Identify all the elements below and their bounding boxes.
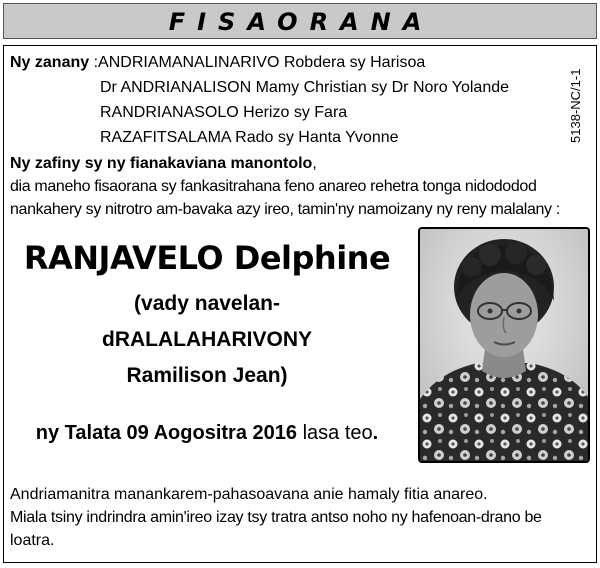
grandchildren-line bbox=[10, 154, 317, 174]
family-member-4: RAZAFITSALAMA Rado sy Hanta Yvonne bbox=[100, 129, 399, 146]
reference-code: 5138-NC/1-1 bbox=[568, 68, 583, 143]
spouse-line-3: Ramilison Jean) bbox=[126, 364, 288, 387]
grandchildren-text: Ny zafiny sy ny fianakaviana manontolo bbox=[10, 155, 313, 172]
children-label: Ny zanany bbox=[10, 54, 90, 71]
label-colon: : bbox=[89, 54, 99, 71]
apology-line-1: Miala tsiny indrindra amin'ireo izay tsy tratra antso noho ny hafenoan-drano be bbox=[10, 509, 542, 526]
family-member-1: ANDRIAMANALINARIVO Robdera sy Harisoa bbox=[98, 54, 426, 71]
thanks-line-2: nankahery sy nitrotro am-bavaka azy ireo, tamin'ny namoizany ny reny malalany : bbox=[10, 201, 560, 218]
comma: , bbox=[312, 155, 317, 172]
apology-line-2: loatra. bbox=[10, 532, 55, 549]
blessing-line: Andriamanitra manankarem-pahasoavana anie hamaly fitia anareo. bbox=[10, 486, 488, 503]
deceased-name: RANJAVELO Delphine bbox=[23, 239, 391, 277]
family-member-3: RANDRIANASOLO Herizo sy Fara bbox=[100, 104, 348, 121]
death-date-line bbox=[10, 420, 404, 446]
full-stop: . bbox=[372, 422, 379, 444]
portrait-photo bbox=[418, 227, 590, 463]
spouse-line-1: (vady navelan- bbox=[134, 292, 280, 315]
notice-title: FISAORANA bbox=[168, 8, 434, 36]
death-date: ny Talata 09 Aogositra 2016 bbox=[35, 422, 298, 444]
death-date-rest: lasa teo bbox=[302, 422, 373, 444]
portrait-image bbox=[420, 229, 588, 461]
family-member-2: Dr ANDRIANALISON Mamy Christian sy Dr Noro Yolande bbox=[100, 79, 510, 96]
children-line bbox=[10, 53, 425, 73]
spouse-line-2: dRALALAHARIVONY bbox=[102, 328, 312, 351]
header-band bbox=[3, 3, 597, 39]
thanks-line-1: dia maneho fisaorana sy fankasitrahana feno anareo rehetra tonga nidododod bbox=[10, 178, 537, 195]
